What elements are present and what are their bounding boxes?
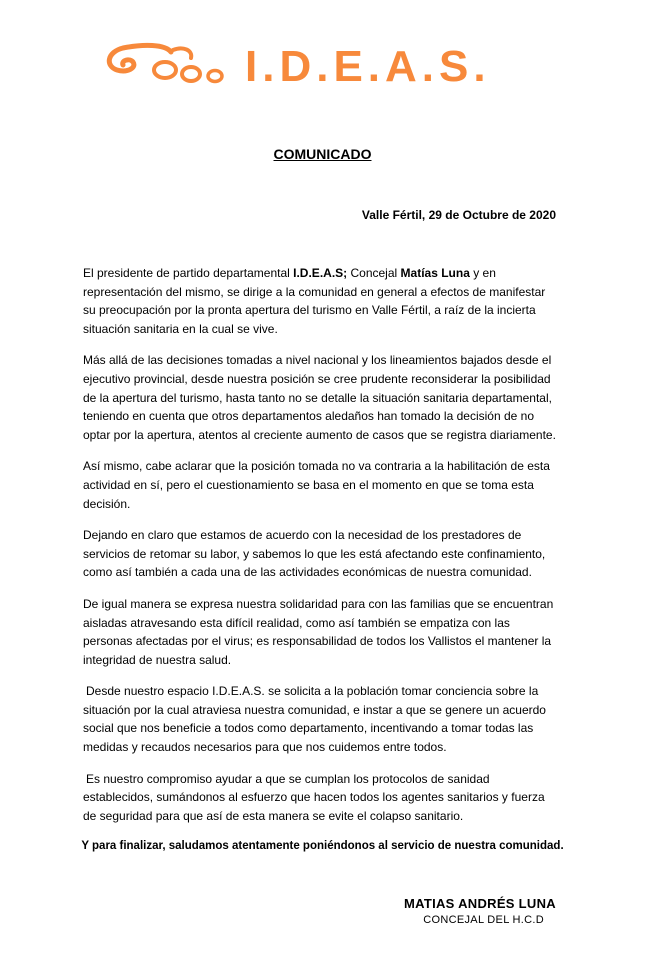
- paragraph-6: Desde nuestro espacio I.D.E.A.S. se solicita a la población tomar conciencia sobre la situación por la cual atraviesa nuestra comunidad, e instar a que se genere un acuerdo social que nos beneficie a todos como departamento, incentivando a tomar todas las medidas y recaudos necesarios para que nos cuidemos entre todos.: [83, 684, 546, 755]
- paragraph-1-connector: Concejal: [347, 266, 401, 280]
- ideas-swirl-icon: [103, 40, 253, 92]
- logo-wordmark: I.D.E.A.S.: [245, 42, 491, 91]
- closing-line: Y para finalizar, saludamos atentamente poniéndonos al servicio de nuestra comunidad.: [81, 840, 564, 852]
- paragraph-7: Es nuestro compromiso ayudar a que se cumplan los protocolos de sanidad establecidos, sumándonos al esfuerzo que hacen todos los agentes sanitarios y fuerza de seguridad para que así de esta manera se evite el colapso sanitario.: [83, 771, 545, 823]
- date-line: Valle Fértil, 29 de Octubre de 2020: [361, 208, 556, 222]
- party-name: I.D.E.A.S;: [293, 266, 348, 280]
- paragraph-5: De igual manera se expresa nuestra solidaridad para con las familias que se encuentran aisladas atravesando esta difícil realidad, como así también se empatiza con las personas afectadas por el virus; es responsabilidad de todos los Vallistos el mantener la integridad de nuestra salud.: [83, 596, 554, 667]
- signature-name: MATIAS ANDRÉS LUNA: [403, 896, 556, 911]
- paragraph-1-rest: y en representación del mismo, se dirige a la comunidad en general a efectos de manifestar su preocupación por la pronta apertura del turismo en Valle Fértil, a raíz de la incierta situación sanitaria en la cual se vive.: [83, 266, 546, 336]
- signature-block: [404, 896, 556, 926]
- signature-role: CONCEJAL DEL H.C.D: [423, 914, 544, 926]
- paragraph-3: Así mismo, cabe aclarar que la posición tomada no va contraria a la habilitación de esta actividad en sí, pero el cuestionamiento se basa en el momento en que se toma esta decisión.: [83, 459, 550, 511]
- ideas-logo: [103, 40, 563, 92]
- councilor-name: Matías Luna: [400, 266, 470, 280]
- document-title: COMUNICADO: [273, 146, 372, 162]
- paragraph-4: Dejando en claro que estamos de acuerdo con la necesidad de los prestadores de servicios de retomar su labor, y sabemos lo que les está afectando este confinamiento, como así también a cada una de las actividades económicas de nuestra comunidad.: [83, 528, 546, 580]
- paragraph-2: Más allá de las decisiones tomadas a nivel nacional y los lineamientos bajados desde el ejecutivo provincial, desde nuestra posición se cree prudente reconsiderar la posibilidad de la apertura del turismo, hasta tanto no se detalle la situación sanitaria departamental, teniendo en cuenta que otros departamentos aledaños han tomado la decisión de no optar por la apertura, atentos al creciente aumento de casos que se registra diariamente.: [83, 353, 556, 442]
- document-body: [83, 264, 561, 838]
- paragraph-1: [83, 264, 561, 338]
- paragraph-1-intro: El presidente de partido departamental: [83, 266, 294, 280]
